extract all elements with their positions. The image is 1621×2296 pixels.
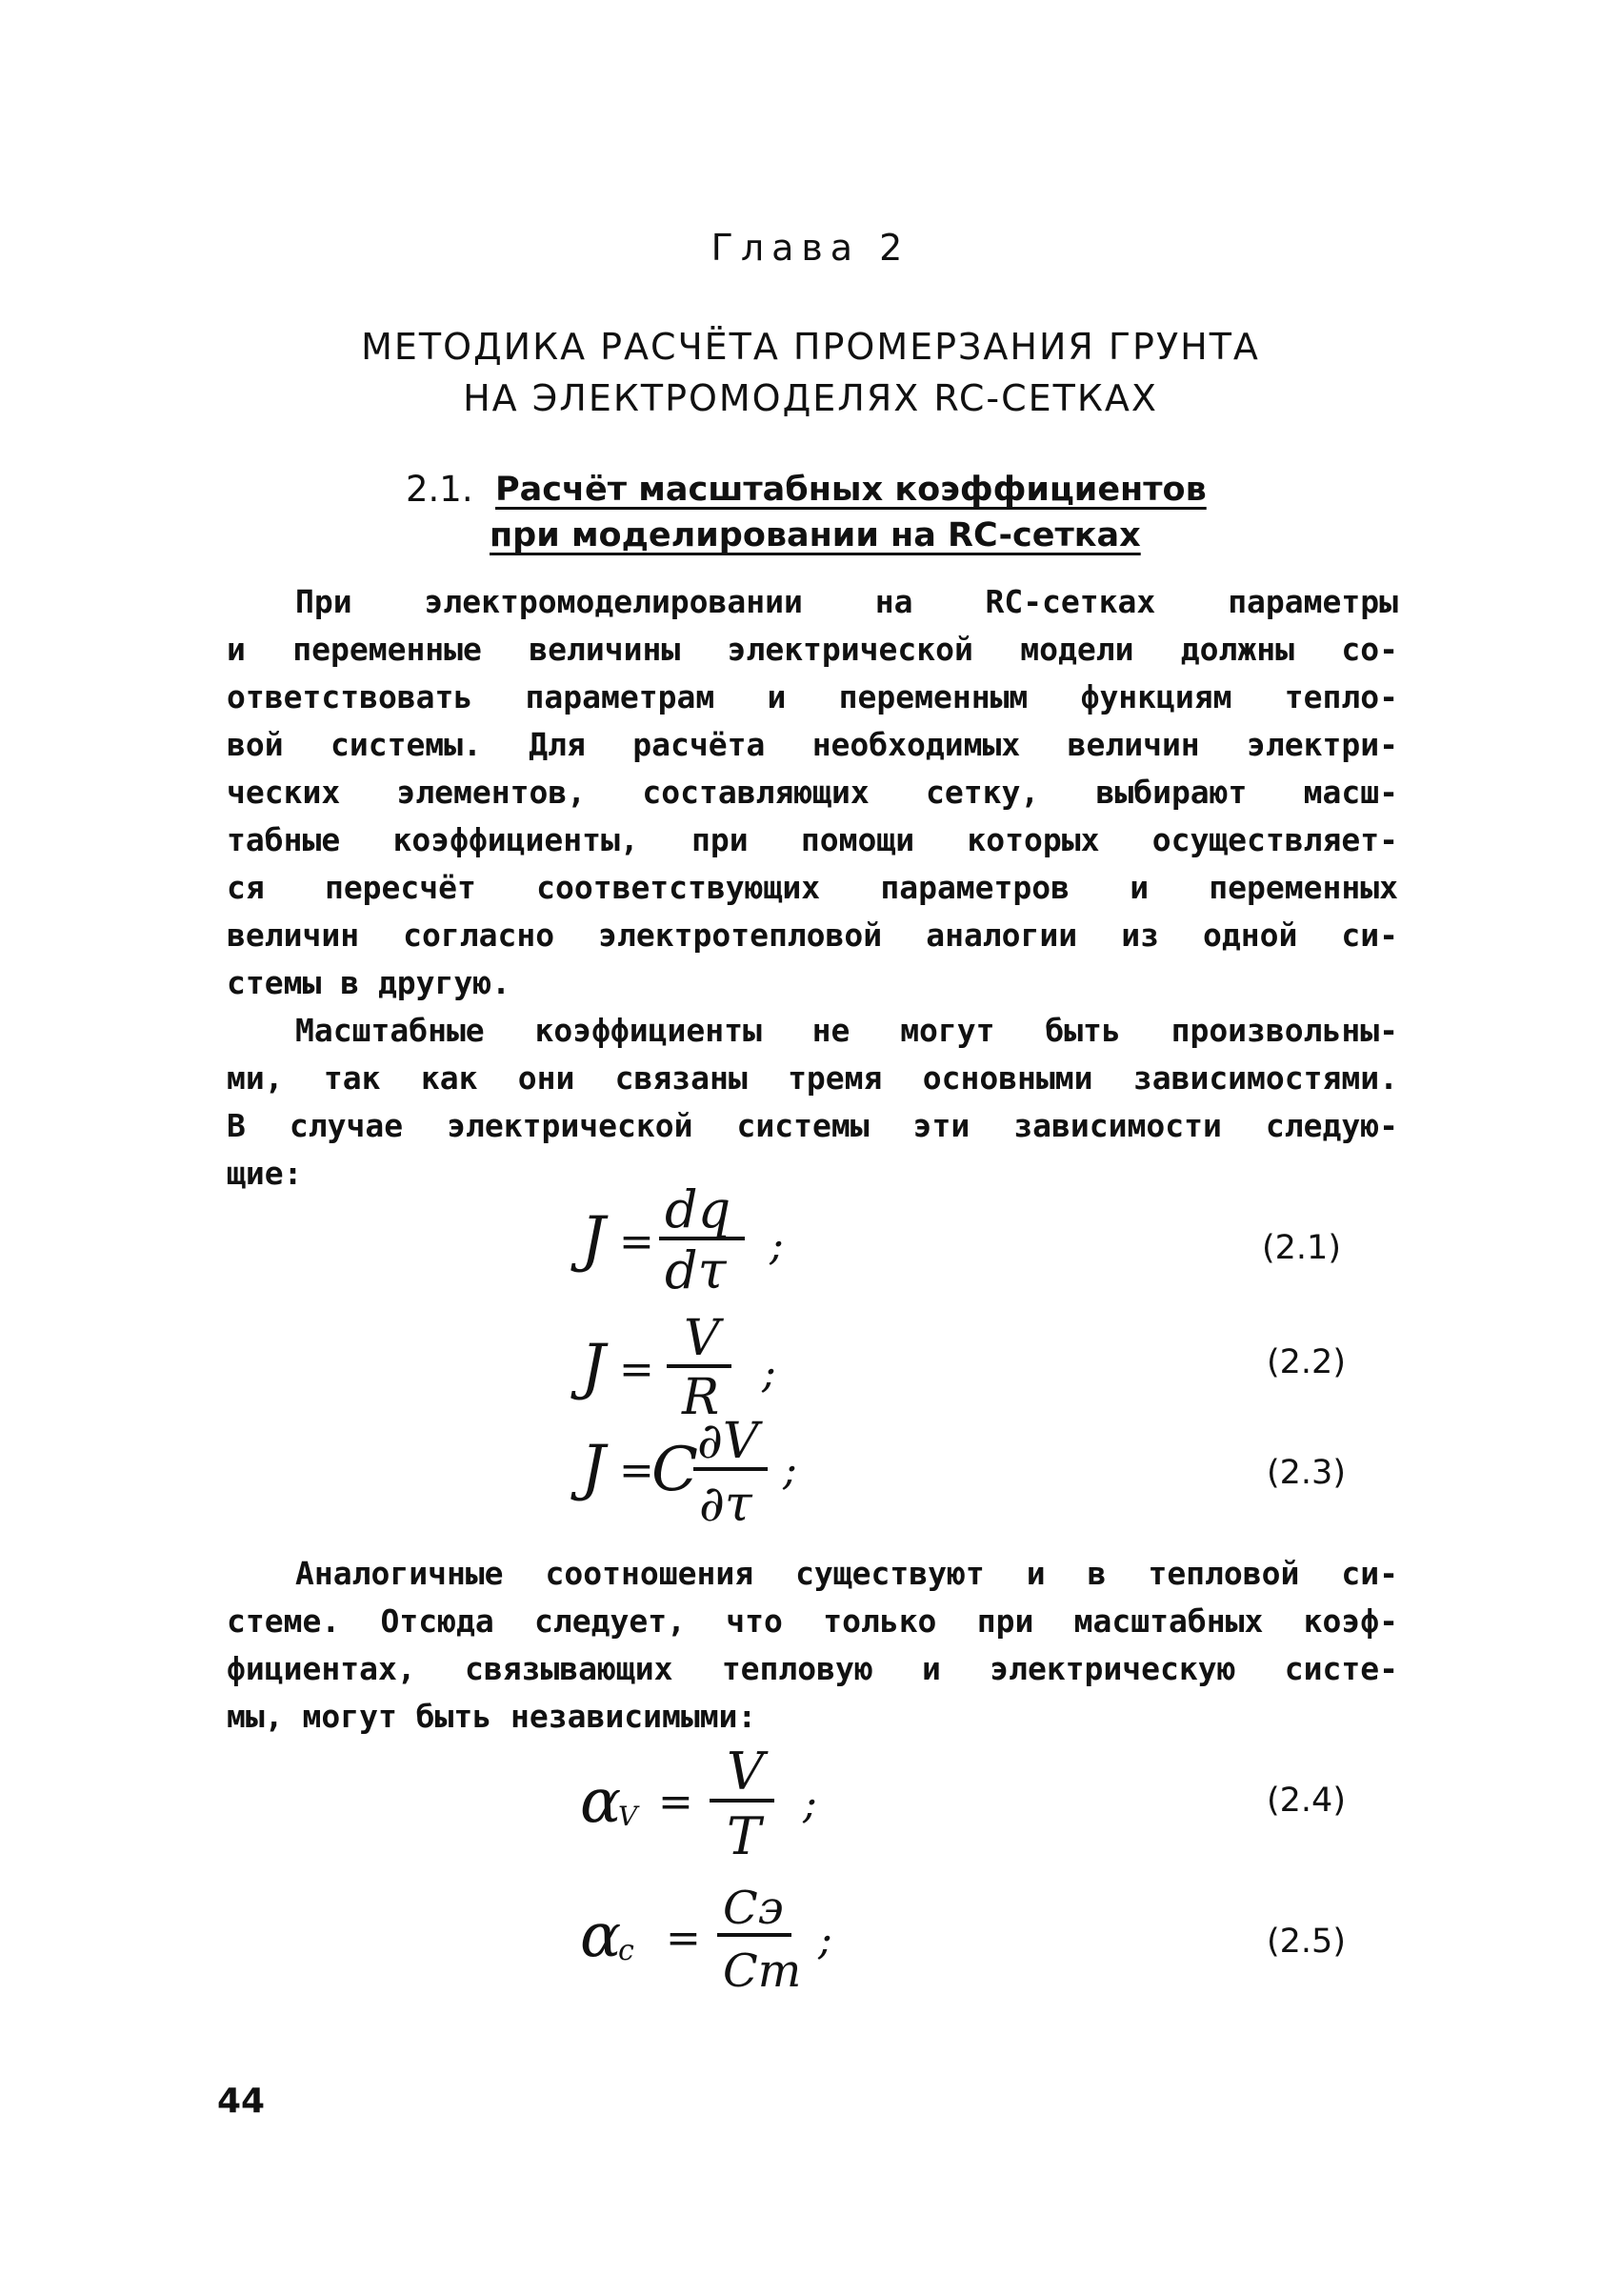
eq-denominator: ∂τ <box>699 1476 752 1533</box>
paragraph-line: щие: <box>227 1155 303 1192</box>
eq-semicolon: ; <box>770 1221 784 1270</box>
eq-semicolon: ; <box>818 1916 832 1964</box>
page-number: 44 <box>217 2082 266 2121</box>
eq-semicolon: ; <box>762 1349 776 1398</box>
eq-numerator: dq <box>665 1179 731 1239</box>
eq-equals: = <box>619 1446 654 1495</box>
paragraph-line: ответствовать параметрам и переменным функциям тепло- <box>227 678 1398 715</box>
section-title-line-2: при моделировании на RC-сетках <box>490 516 1141 554</box>
equation-number: (2.1) <box>1262 1229 1341 1267</box>
eq-numerator: Cэ <box>723 1882 784 1935</box>
chapter-title-line-1: МЕТОДИКА РАСЧЁТА ПРОМЕРЗАНИЯ ГРУНТА <box>361 326 1260 368</box>
eq-denominator: R <box>682 1369 720 1426</box>
equation-2-1 <box>571 1172 819 1305</box>
chapter-title-line-2: НА ЭЛЕКТРОМОДЕЛЯХ RC-СЕТКАХ <box>463 377 1158 419</box>
equation-2-3 <box>571 1402 838 1536</box>
eq-lhs: α <box>580 1901 622 1971</box>
eq-subscript: c <box>618 1934 634 1967</box>
section-number: 2.1. <box>406 469 473 510</box>
paragraph-line: Аналогичные соотношения существуют и в тепловой си- <box>295 1555 1398 1592</box>
chapter-heading: Глава 2 <box>710 227 911 269</box>
eq-equals: = <box>658 1778 693 1826</box>
eq-equals: = <box>619 1345 654 1394</box>
equation-2-5 <box>576 1872 862 2005</box>
eq-coefficient: C <box>651 1435 698 1505</box>
eq-equals: = <box>619 1218 654 1266</box>
eq-denominator: T <box>727 1806 762 1866</box>
eq-subscript: V <box>618 1801 638 1832</box>
eq-denominator: Cт <box>723 1944 802 1998</box>
eq-numerator: V <box>727 1742 764 1802</box>
paragraph-line: вой системы. Для расчёта необходимых величин электри- <box>227 726 1398 763</box>
eq-lhs: J <box>581 1433 606 1503</box>
eq-equals: = <box>666 1914 701 1963</box>
paragraph-line: ческих элементов, составляющих сетку, выбирают масш- <box>227 774 1398 811</box>
equation-number: (2.4) <box>1267 1782 1346 1820</box>
eq-lhs: J <box>581 1332 606 1402</box>
paragraph-line: мы, могут быть независимыми: <box>227 1698 757 1735</box>
paragraph-line: ми, так как они связаны тремя основными зависимостями. <box>227 1059 1398 1097</box>
eq-lhs: α <box>580 1766 622 1837</box>
paragraph-line: табные коэффициенты, при помощи которых осуществляет- <box>227 821 1398 858</box>
eq-denominator: dτ <box>665 1240 727 1300</box>
eq-semicolon: ; <box>783 1446 797 1495</box>
paragraph-line: стеме. Отсюда следует, что только при масштабных коэф- <box>227 1602 1398 1640</box>
paragraph-line: величин согласно электротепловой аналогии из одной си- <box>227 916 1398 954</box>
paragraph-line: фициентах, связывающих тепловую и электрическую систе- <box>227 1650 1398 1687</box>
section-title-line-1: Расчёт масштабных коэффициентов <box>495 471 1207 509</box>
equation-number: (2.5) <box>1267 1923 1346 1961</box>
equation-number: (2.3) <box>1267 1454 1346 1492</box>
equation-2-4 <box>576 1734 843 1867</box>
eq-semicolon: ; <box>803 1780 817 1828</box>
eq-numerator: V <box>684 1310 720 1367</box>
paragraph-line: и переменные величины электрической модели должны со- <box>227 631 1398 668</box>
paragraph-line: При электромоделировании на RC-сетках параметры <box>295 583 1398 620</box>
paragraph-line: В случае электрической системы эти зависимости следую- <box>227 1107 1398 1144</box>
paragraph-line: ся пересчёт соответствующих параметров и переменных <box>227 869 1398 906</box>
eq-numerator: ∂V <box>697 1413 759 1470</box>
equation-number: (2.2) <box>1267 1343 1346 1381</box>
paragraph-line: Масштабные коэффициенты не могут быть произвольны- <box>295 1012 1398 1049</box>
eq-lhs: J <box>581 1204 606 1275</box>
paragraph-line: стемы в другую. <box>227 964 511 1001</box>
